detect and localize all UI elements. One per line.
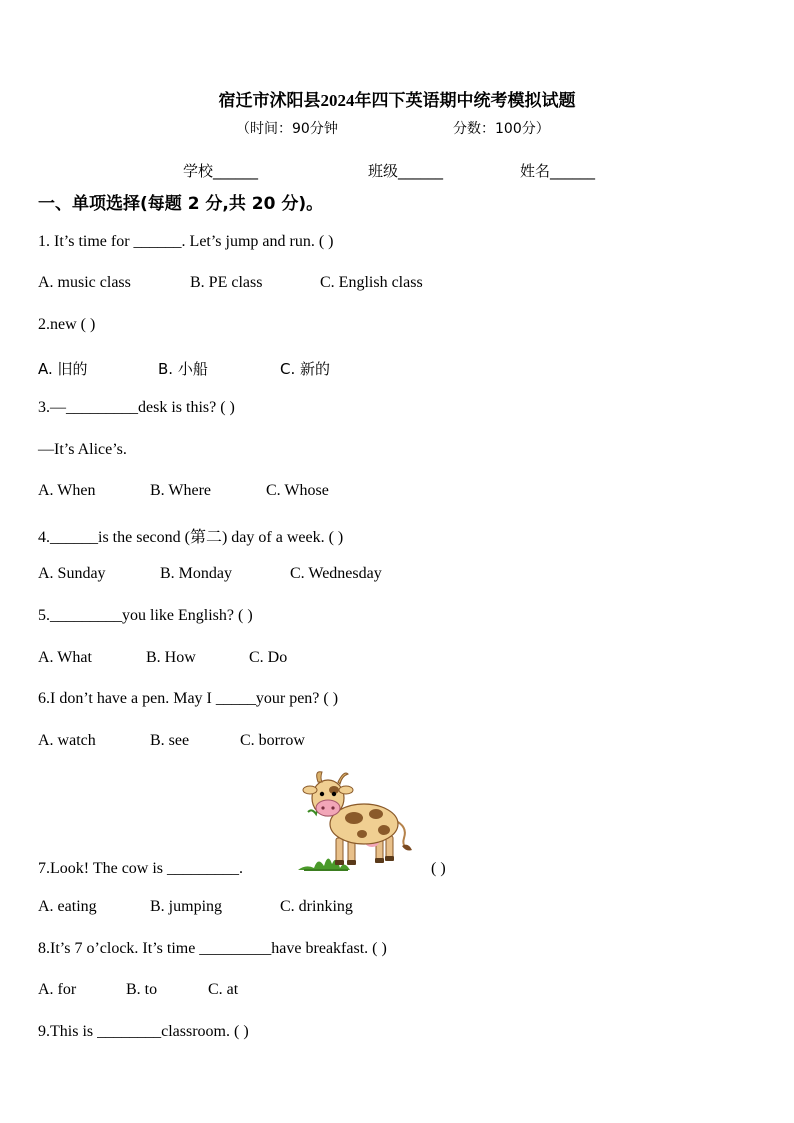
question-8-option-c: C. at (208, 981, 239, 998)
question-2-option-b: B. 小船 (158, 360, 208, 378)
question-6-option-a: A. watch (38, 732, 96, 749)
class-field: 班级______ (368, 162, 444, 180)
exam-score: 分数：100分） (453, 121, 550, 137)
question-7-stem: 7.Look! The cow is _________. (38, 860, 244, 877)
question-6-option-c: C. borrow (240, 732, 305, 749)
question-5-stem: 5._________you like English? ( ) (38, 607, 253, 624)
question-3-stem: 3.—_________desk is this? ( ) (38, 399, 235, 416)
question-3-option-b: B. Where (150, 482, 212, 499)
question-7-option-b: B. jumping (150, 898, 223, 915)
question-5-option-a: A. What (38, 649, 92, 666)
question-6-stem: 6.I don’t have a pen. May I _____your pen? ( ) (38, 690, 339, 707)
question-3-option-c: C. Whose (266, 482, 329, 499)
question-4-option-a: A. Sunday (38, 565, 106, 582)
section-heading: 一、单项选择(每题 2 分,共 20 分)。 (38, 194, 324, 214)
question-5-option-b: B. How (146, 649, 196, 666)
school-field: 学校______ (183, 162, 259, 180)
question-8-stem: 8.It’s 7 o’clock. It’s time _________have breakfast. ( ) (38, 940, 387, 957)
question-3-answer-line: —It’s Alice’s. (38, 441, 127, 458)
question-2-stem: 2.new ( ) (38, 316, 96, 333)
exam-time: （时间：90分钟 (236, 121, 338, 137)
name-field: 姓名______ (520, 162, 596, 180)
question-2-option-c: C. 新的 (280, 360, 331, 378)
question-1-option-c: C. English class (320, 274, 423, 291)
question-1-option-a: A. music class (38, 274, 131, 291)
question-5-option-c: C. Do (249, 649, 288, 666)
question-1-stem: 1. It’s time for ______. Let’s jump and run. ( ) (38, 233, 334, 250)
question-4-stem: 4.______is the second (第二) day of a week. ( ) (38, 529, 344, 546)
question-9-stem: 9.This is ________classroom. ( ) (38, 1023, 249, 1040)
question-2-option-a: A. 旧的 (38, 360, 88, 378)
question-8-option-b: B. to (126, 981, 158, 998)
question-7-option-c: C. drinking (280, 898, 353, 915)
question-1-option-b: B. PE class (190, 274, 263, 291)
page-title: 宿迁市沭阳县2024年四下英语期中统考模拟试题 (218, 91, 576, 110)
question-4-option-c: C. Wednesday (290, 565, 382, 582)
question-8-option-a: A. for (38, 981, 77, 998)
question-7-answer-parentheses: ( ) (431, 860, 446, 877)
question-6-option-b: B. see (150, 732, 190, 749)
question-4-option-b: B. Monday (160, 565, 232, 582)
question-7-option-a: A. eating (38, 898, 97, 915)
question-3-option-a: A. When (38, 482, 96, 499)
cow-eating-grass-illustration (296, 768, 420, 878)
